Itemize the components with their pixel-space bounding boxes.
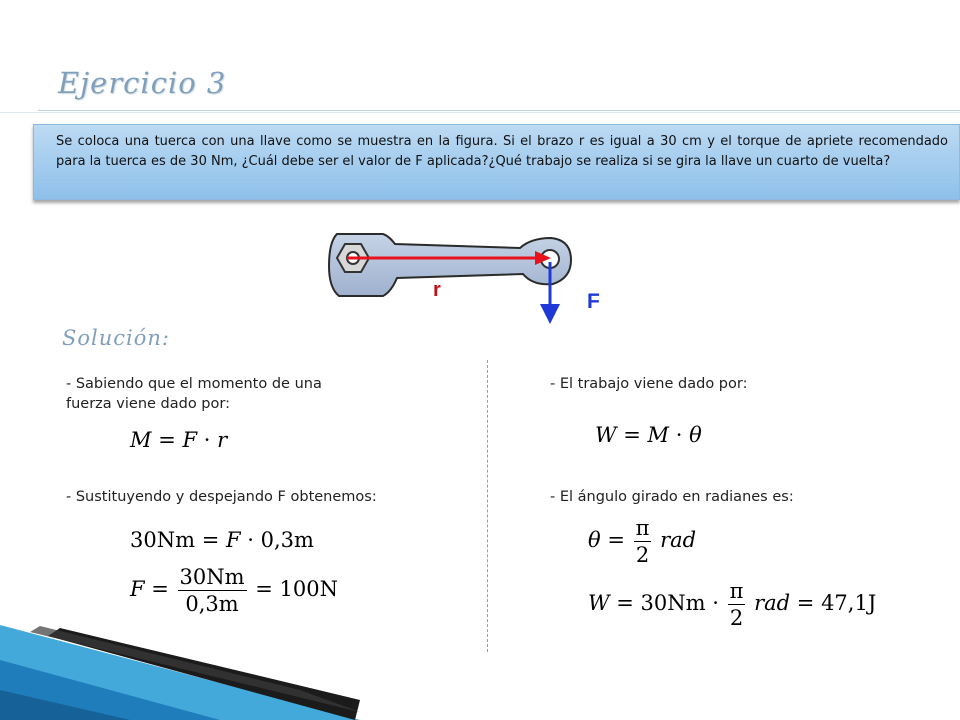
column-divider bbox=[487, 360, 488, 652]
equation-moment: M = F · r bbox=[130, 428, 228, 452]
title-rule-light bbox=[0, 112, 960, 113]
right-step-2: - El ángulo girado en radianes es: bbox=[550, 489, 794, 505]
slide-title: Ejercicio 3 bbox=[58, 66, 227, 100]
wrench-figure bbox=[325, 226, 615, 331]
equation-angle: θ = $\frac{\pi}{2}$ rad bbox=[588, 516, 697, 567]
solution-heading: Solución: bbox=[62, 326, 170, 350]
left-step-1: - Sabiendo que el momento de una fuerza viene dado por: bbox=[66, 376, 322, 412]
equation-force: F = $\frac{30Nm}{0,3m}$ = 100N bbox=[130, 565, 338, 616]
r-label: r bbox=[433, 279, 441, 301]
right-step-1: - El trabajo viene dado por: bbox=[550, 376, 748, 392]
problem-statement: Se coloca una tuerca con una llave como se muestra en la figura. Si el brazo r es igual a 30 cm y el torque de apriete recomendado para la tuerca es de 30 Nm, ¿Cuál debe ser el valor de F aplicada?¿Qué trabajo se realiza si se gira la llave un cuarto de vuelta? bbox=[56, 134, 948, 169]
equation-work: W = M · θ bbox=[595, 423, 702, 447]
left-step-2: - Sustituyendo y despejando F obtenemos: bbox=[66, 489, 377, 505]
equation-work-result: W = 30Nm · $\frac{\pi}{2}$ rad = 47,1J bbox=[588, 579, 877, 630]
f-label: F bbox=[587, 290, 600, 313]
title-rule bbox=[38, 110, 960, 111]
equation-substitution: 30Nm = F · 0,3m bbox=[130, 528, 314, 552]
